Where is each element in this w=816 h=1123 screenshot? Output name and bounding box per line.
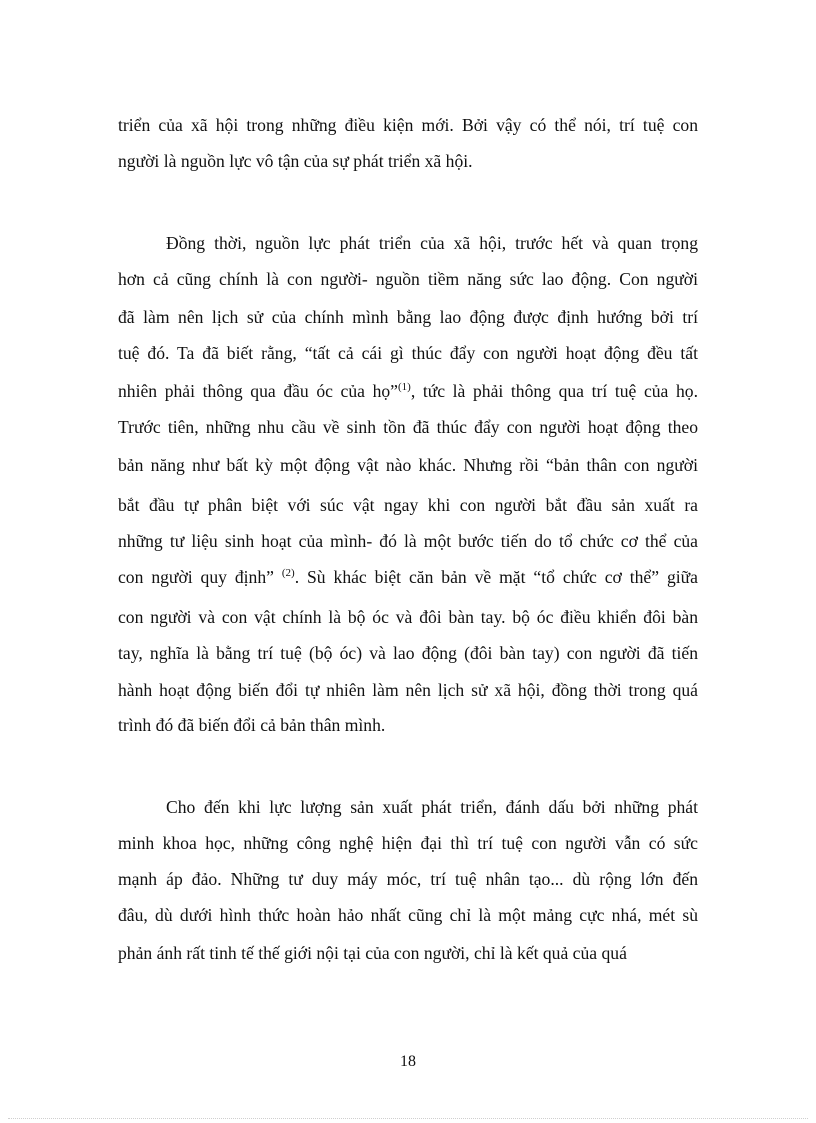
text-line: con người và con vật chính là bộ óc và đôi bàn tay. bộ óc điều khiển đôi bàn (118, 607, 698, 627)
text-line: tay, nghĩa là bằng trí tuệ (bộ óc) và lao động (đôi bàn tay) con người đã tiến (118, 643, 698, 663)
line-text: . Sù khác biệt căn bản về mặt “tổ chức cơ thể” giữa (294, 567, 698, 587)
text-line: hơn cả cũng chính là con người- nguồn tiềm năng sức lao động. Con người (118, 269, 698, 289)
page-number: 18 (400, 1053, 416, 1070)
line-text: con người quy định” (118, 567, 282, 587)
text-line: triển của xã hội trong những điều kiện mới. Bởi vậy có thể nói, trí tuệ con (118, 115, 698, 135)
line-text: , tức là phải thông qua trí tuệ của họ. (410, 381, 698, 401)
text-line: bản năng như bất kỳ một động vật nào khác. Nhưng rồi “bản thân con người (118, 455, 698, 475)
text-line: người là nguồn lực vô tận của sự phát triển xã hội. (118, 151, 473, 171)
text-line: minh khoa học, những công nghệ hiện đại thì trí tuệ con người vẫn có sức (118, 833, 698, 853)
text-line: trình đó đã biến đổi cả bản thân mình. (118, 715, 386, 735)
text-line: đâu, dù dưới hình thức hoàn hảo nhất cũng chỉ là một mảng cực nhá, mét sù (118, 905, 698, 925)
text-line: những tư liệu sinh hoạt của mình- đó là một bước tiến do tổ chức cơ thể của (118, 531, 698, 551)
text-line: mạnh áp đảo. Những tư duy máy móc, trí tuệ nhân tạo... dù rộng lớn đến (118, 869, 698, 889)
text-line: Cho đến khi lực lượng sản xuất phát triển, đánh dấu bởi những phát (166, 797, 698, 817)
text-line: Đồng thời, nguồn lực phát triển của xã hội, trước hết và quan trọng (166, 233, 698, 253)
footnote-ref: (2) (281, 567, 295, 580)
text-line: đã làm nên lịch sử của chính mình bằng lao động được định hướng bởi trí (118, 307, 698, 327)
text-line: bắt đầu tự phân biệt với súc vật ngay khi con người bắt đầu sản xuất ra (118, 495, 698, 515)
line-text: nhiên phải thông qua đầu óc của họ” (118, 381, 398, 401)
text-line: phản ánh rất tinh tế thế giới nội tại của con người, chỉ là kết quả của quá (118, 943, 627, 963)
page-bottom-divider (8, 1118, 808, 1119)
text-line: tuệ đó. Ta đã biết rằng, “tất cả cái gì thúc đẩy con người hoạt động đều tất (118, 343, 698, 363)
text-line-with-footnote (118, 376, 698, 406)
text-line: Trước tiên, những nhu cầu về sinh tồn đã thúc đẩy con người hoạt động theo (118, 417, 698, 437)
footnote-ref: (1) (397, 381, 411, 394)
text-line: hành hoạt động biến đổi tự nhiên làm nên lịch sử xã hội, đồng thời trong quá (118, 680, 698, 700)
text-line-with-footnote (118, 562, 698, 592)
